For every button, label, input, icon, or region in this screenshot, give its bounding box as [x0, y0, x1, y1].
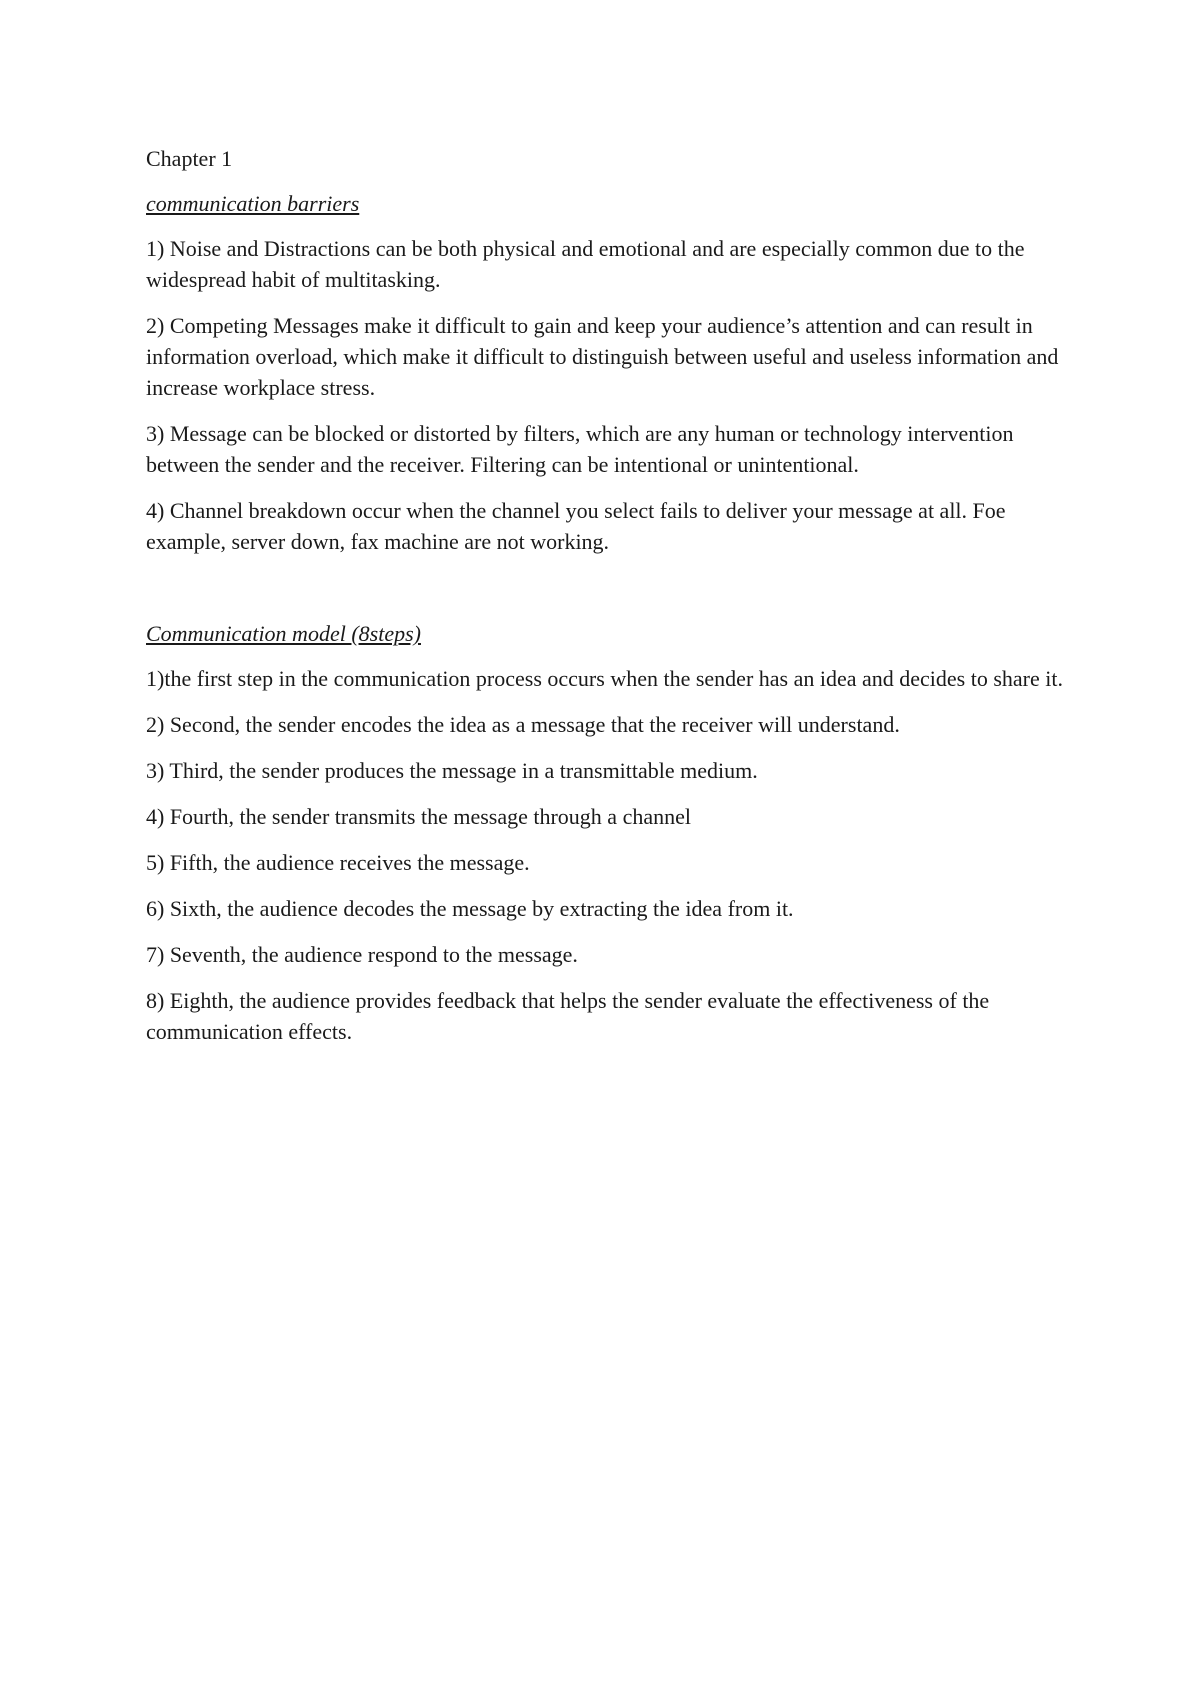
- document-page: [146, 143, 1066, 1062]
- section-spacer: [146, 572, 1066, 618]
- paragraph: 3) Message can be blocked or distorted by filters, which are any human or technology intervention between the sender and the receiver. Filtering can be intentional or unintentional.: [146, 421, 1014, 477]
- paragraph: 4) Channel breakdown occur when the channel you select fails to deliver your message at all. Foe example, server down, fax machine are not working.: [146, 498, 1006, 554]
- paragraph: 8) Eighth, the audience provides feedback that helps the sender evaluate the effectiveness of the communication effects.: [146, 988, 990, 1044]
- paragraph: 1) Noise and Distractions can be both physical and emotional and are especially common due to the widespread habit of multitasking.: [146, 236, 1025, 292]
- paragraph: 2) Competing Messages make it difficult to gain and keep your audience’s attention and can result in information overload, which make it difficult to distinguish between useful and useless information and increase workplace stress.: [146, 313, 1059, 400]
- paragraph: 4) Fourth, the sender transmits the message through a channel: [146, 804, 691, 829]
- chapter-title: Chapter 1: [146, 146, 233, 171]
- paragraph: 5) Fifth, the audience receives the message.: [146, 850, 530, 875]
- paragraph: 3) Third, the sender produces the message in a transmittable medium.: [146, 758, 758, 783]
- section-communication-barriers: [146, 188, 1066, 557]
- paragraph: 2) Second, the sender encodes the idea as a message that the receiver will understand.: [146, 712, 900, 737]
- section-heading: communication barriers: [146, 191, 360, 216]
- section-communication-model: [146, 618, 1066, 1047]
- section-heading: Communication model (8steps): [146, 621, 421, 646]
- paragraph: 1)the first step in the communication process occurs when the sender has an idea and decides to share it.: [146, 666, 1063, 691]
- paragraph: 7) Seventh, the audience respond to the message.: [146, 942, 578, 967]
- paragraph: 6) Sixth, the audience decodes the message by extracting the idea from it.: [146, 896, 794, 921]
